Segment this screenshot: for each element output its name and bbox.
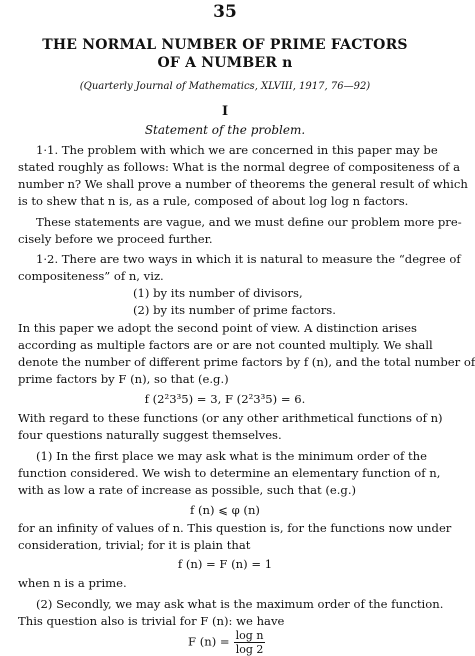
fraction-denominator: log 2 xyxy=(235,643,264,656)
body-line: cisely before we proceed further. xyxy=(18,232,213,246)
page-number: 35 xyxy=(213,2,237,22)
list-item: (2) by its number of prime factors. xyxy=(133,303,336,317)
display-fraction-equation xyxy=(188,629,265,656)
section-numeral: I xyxy=(221,104,229,119)
body-line: With regard to these functions (or any other arithmetical functions of n) xyxy=(18,411,443,425)
section-title: Statement of the problem. xyxy=(144,123,306,137)
body-line: (1) In the first place we may ask what is the minimum order of the xyxy=(36,449,428,463)
display-equation: f (2²3³5) = 3, F (2²3³5) = 6. xyxy=(144,392,306,406)
body-line: (2) Secondly, we may ask what is the maximum order of the function. xyxy=(36,597,444,611)
body-line: compositeness” of n, viz. xyxy=(18,269,164,283)
body-line: 1·2. There are two ways in which it is natural to measure the “degree of xyxy=(36,252,461,266)
body-line: when n is a prime. xyxy=(18,576,127,590)
paper-title-line-1: THE NORMAL NUMBER OF PRIME FACTORS xyxy=(42,37,408,53)
body-line: denote the number of different prime factors by f (n), and the total number of xyxy=(18,355,475,369)
body-line: stated roughly as follows: What is the normal degree of compositeness of a xyxy=(18,160,461,174)
body-line: four questions naturally suggest themselves. xyxy=(18,428,282,442)
body-line: with as low a rate of increase as possible, such that (e.g.) xyxy=(18,483,357,497)
display-inequality: f (n) ⩽ φ (n) xyxy=(190,503,260,517)
paper-title-line-2: OF A NUMBER n xyxy=(157,55,293,71)
body-line: These statements are vague, and we must define our problem more pre- xyxy=(36,215,462,229)
list-item: (1) by its number of divisors, xyxy=(133,286,303,300)
body-line: function considered. We wish to determine an elementary function of n, xyxy=(18,466,441,480)
body-line: for an infinity of values of n. This question is, for the functions now under xyxy=(18,521,452,535)
body-line: number n? We shall prove a number of theorems the general result of which xyxy=(18,177,468,191)
body-line: consideration, trivial; for it is plain that xyxy=(18,538,251,552)
fraction xyxy=(234,629,266,656)
body-line: This question also is trivial for F (n): we have xyxy=(18,614,285,628)
body-line: prime factors by F (n), so that (e.g.) xyxy=(18,372,229,386)
source-citation: (Quarterly Journal of Mathematics, XLVIII, 1917, 76—92) xyxy=(79,81,371,92)
display-equation: f (n) = F (n) = 1 xyxy=(177,557,273,571)
body-line: according as multiple factors are or are not counted multiply. We shall xyxy=(18,338,433,352)
fraction-lhs: F (n) = xyxy=(188,634,230,649)
body-line: 1·1. The problem with which we are concerned in this paper may be xyxy=(36,143,438,157)
fraction-numerator: log n xyxy=(235,629,264,642)
body-line: is to shew that n is, as a rule, composed of about log log n factors. xyxy=(18,194,409,208)
body-line: In this paper we adopt the second point of view. A distinction arises xyxy=(18,321,417,335)
